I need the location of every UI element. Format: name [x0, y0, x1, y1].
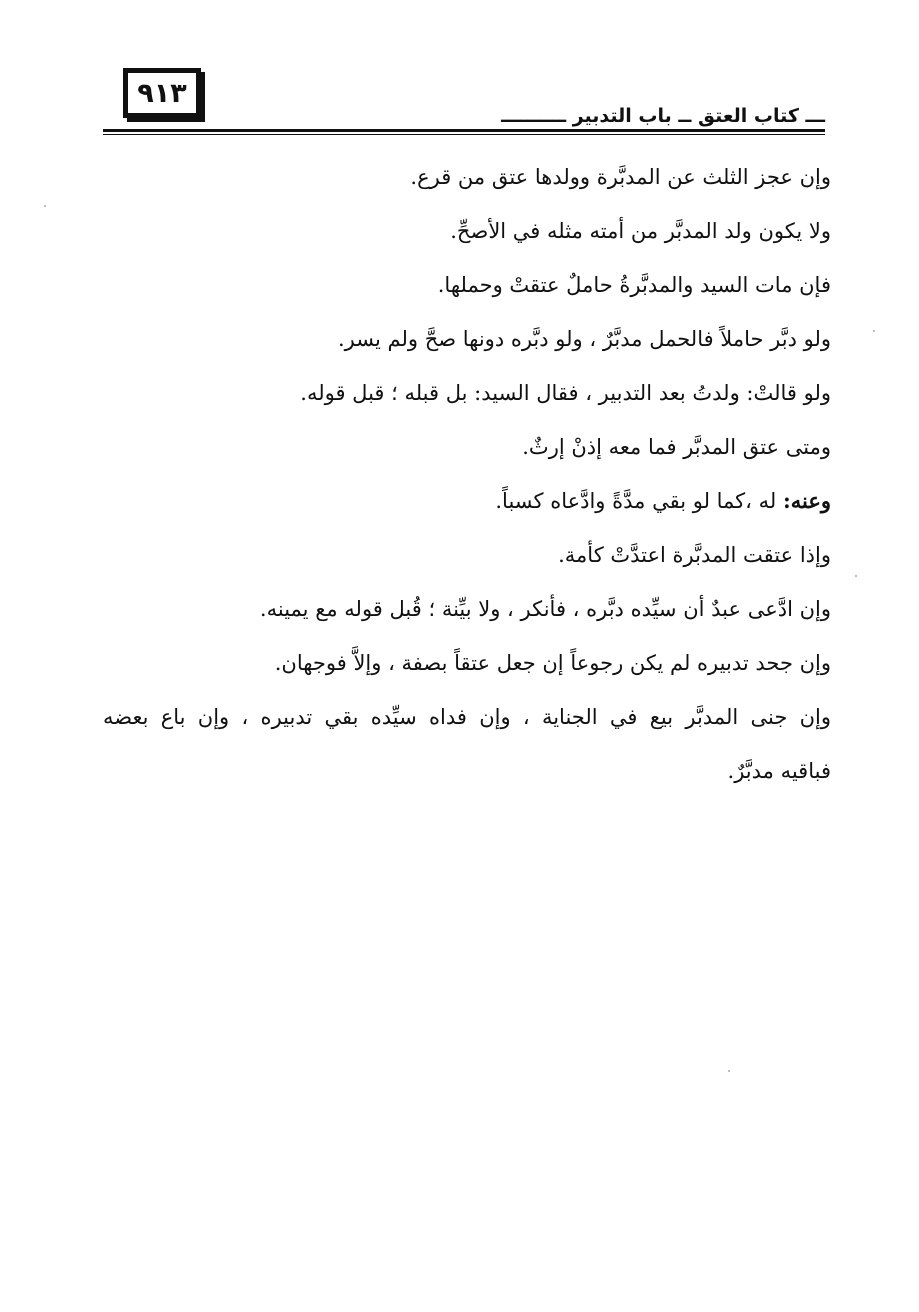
paragraph-line: ولا يكون ولد المدبَّر من أمته مثله في الأصحِّ.	[450, 219, 831, 243]
header-rule	[103, 129, 825, 132]
bold-lead-word: وعنه:	[782, 488, 831, 513]
paragraph-line: وإن جحد تدبيره لم يكن رجوعاً إن جعل عتقاً بصفة ، وإلاَّ فوجهان.	[274, 651, 831, 675]
header-rule-thin	[103, 134, 825, 135]
paragraph-line-justified: وإن جنى المدبَّر بيع في الجناية ، وإن فداه سيِّده بقي تدبيره ، وإن باع بعضه	[103, 705, 831, 729]
page-body	[103, 150, 831, 798]
scan-speck	[728, 1070, 730, 1072]
paragraph-line: وإذا عتقت المدبَّرة اعتدَّتْ كأمة.	[558, 543, 831, 567]
paragraph-line: ومتى عتق المدبَّر فما معه إذنْ إرثٌ.	[522, 435, 831, 459]
running-header-title: ـــ كتاب العتق ــ باب التدبير ــــــــــ	[493, 104, 825, 128]
page-number: ٩١٣	[137, 77, 187, 109]
scan-speck	[873, 330, 875, 332]
paragraph-line: فباقيه مدبَّرٌ.	[727, 759, 831, 783]
paragraph-line-rest: له ،كما لو بقي مدَّةً وادَّعاه كسباً.	[495, 489, 783, 513]
scan-speck	[855, 575, 857, 577]
paragraph-line: فإن مات السيد والمدبَّرةُ حاملٌ عتقتْ وحملها.	[437, 273, 831, 297]
running-header	[103, 104, 825, 132]
paragraph-line: ولو دبَّر حاملاً فالحمل مدبَّرٌ ، ولو دبَّره دونها صحَّ ولم يسر.	[337, 327, 831, 351]
scan-speck	[44, 205, 46, 207]
paragraph-line: ولو قالتْ: ولدتُ بعد التدبير ، فقال السيد: بل قبله ؛ قبل قوله.	[300, 381, 831, 405]
paragraph-line-wanhu	[103, 474, 831, 528]
paragraph-line: وإن عجز الثلث عن المدبَّرة وولدها عتق من قرع.	[410, 165, 831, 189]
paragraph-line: وإن ادَّعى عبدٌ أن سيِّده دبَّره ، فأنكر ، ولا بيِّنة ؛ قُبل قوله مع يمينه.	[259, 597, 831, 621]
